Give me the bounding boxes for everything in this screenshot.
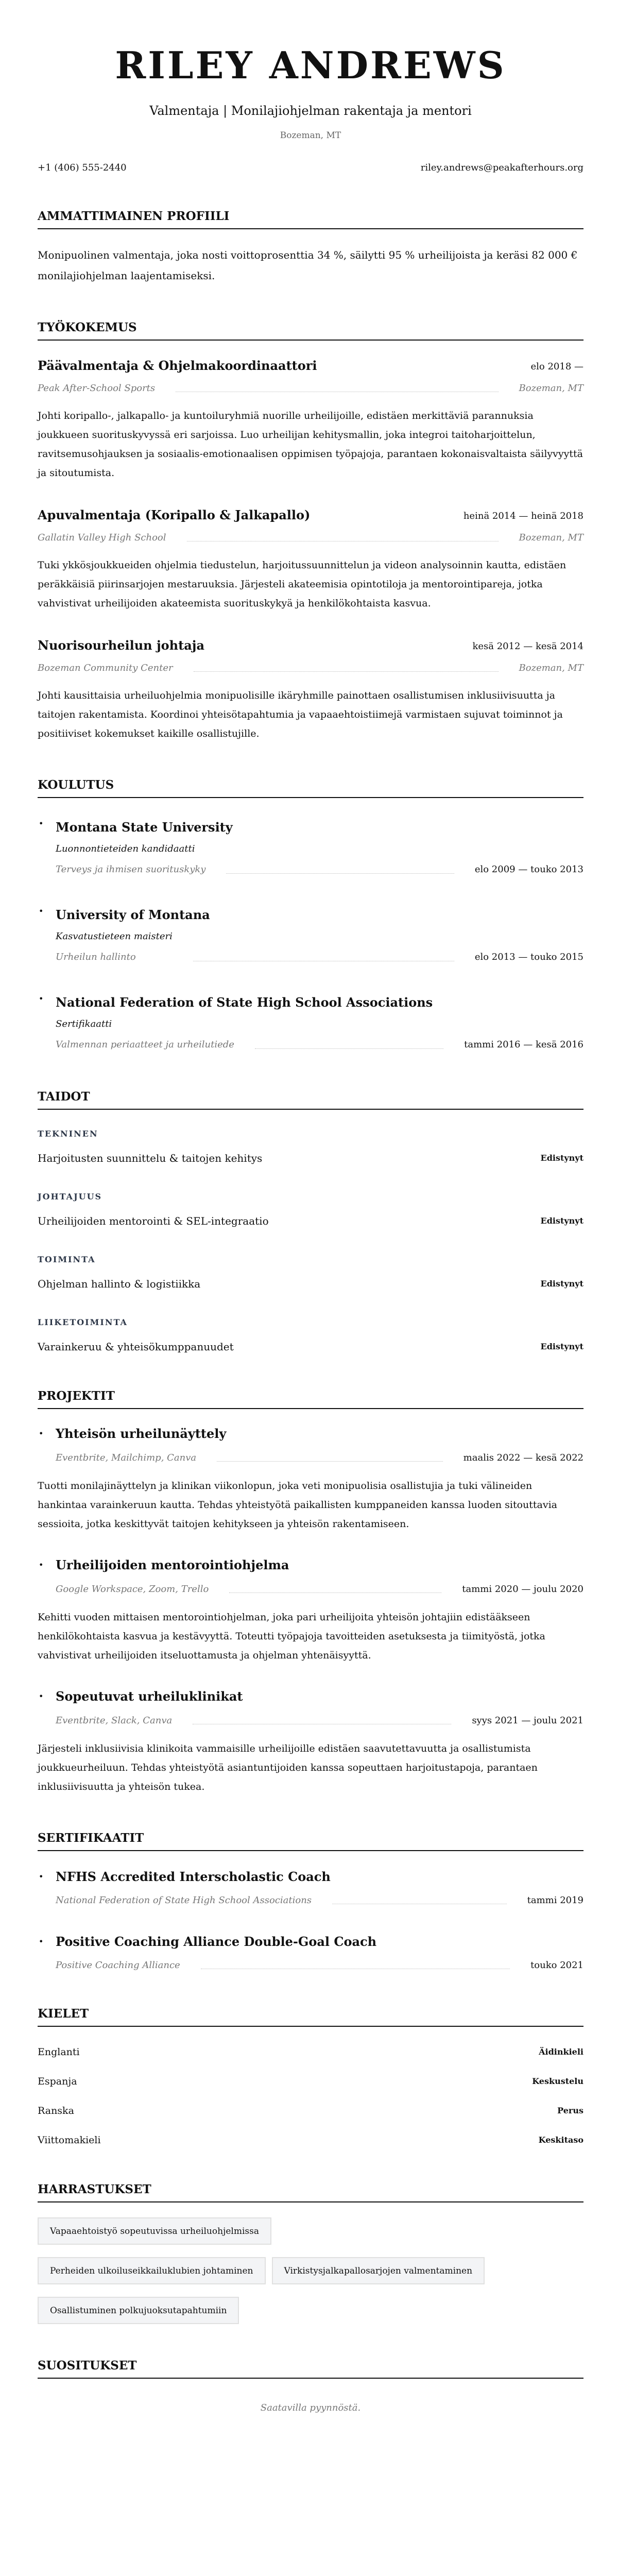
field-of-study: Terveys ja ihmisen suorituskyky: [56, 864, 206, 875]
skill-level: Edistynyt: [540, 1279, 583, 1289]
project-dates: syys 2021 — joulu 2021: [472, 1715, 583, 1726]
project-dates: tammi 2020 — joulu 2020: [462, 1584, 583, 1595]
education-dates: elo 2013 — touko 2015: [474, 952, 583, 962]
phone-number: +1 (406) 555-2440: [38, 162, 127, 173]
job-title: Apuvalmentaja (Koripallo & Jalkapallo): [38, 507, 311, 522]
degree-lines: [56, 1014, 234, 1055]
project-description: Järjesteli inklusiivisia klinikoita vammaisille urheilijoille edistäen saavutettavuutta ja osallistumista joukkueurheiluun. Tehdas yhteistyötä asiantuntijoiden kanssa sopeuttaen harjoitustapoja, parantaen inklusiivisuutta ja yhteisön tukea.: [38, 1743, 538, 1792]
skill-row: [38, 1339, 583, 1354]
skill-category: LIIKETOIMINTA: [38, 1317, 128, 1327]
profile-summary: Monipuolinen valmentaja, joka nosti voittoprosenttia 34 %, säilytti 95 % urheilijoista ja keräsi 82 000 € monilajiohjelman laajentamiseksi.: [38, 249, 578, 282]
skill-level: Edistynyt: [540, 1342, 583, 1351]
language-name: Englanti: [38, 2046, 80, 2058]
job-entry: [38, 358, 583, 483]
project-description: Kehitti vuoden mittaisen mentorointiohjelman, joka pari urheilijoita yhteisön johtajiin edistääkseen henkilökohtaista kasvua ja kestävyyttä. Toteutti työpajoja tavoitteiden asetuksesta ja tiimityöstä, jotka vahvistivat urheilijoiden itseluottamusta ja ohjelman yhtenäisyyttä.: [38, 1612, 545, 1661]
references-section: [38, 2358, 583, 2488]
language-level: Keskitaso: [538, 2135, 583, 2145]
education-entry: [38, 991, 583, 1055]
project-title: Urheilijoiden mentorointiohjelma: [56, 1557, 289, 1572]
section-heading: AMMATTIMAINEN PROFIILI: [38, 209, 583, 229]
project-entry: [38, 1557, 583, 1665]
skill-category: TEKNINEN: [38, 1129, 98, 1139]
resume-header: [38, 45, 583, 175]
field-of-study: Urheilun hallinto: [56, 952, 136, 962]
project-entry: [38, 1426, 583, 1534]
job-dates: heinä 2014 — heinä 2018: [463, 511, 583, 521]
bullet-icon: •: [39, 994, 44, 1004]
skill-category: TOIMINTA: [38, 1255, 96, 1264]
job-description: Johti koripallo-, jalkapallo- ja kuntoiluryhmiä nuorille urheilijoille, edistäen merkittäviä parannuksia joukkueen suorituskyvyssä eri sarjoissa. Luo urheilijan kehitysmallin, joka integroi taitoharjoittelun, ravitsemusohjauksen ja sosiaalis-emotionaalisen oppimisen työpajoja, parantaen kokonaisvaltaista säilyvyyttä ja sitoutumista.: [38, 410, 583, 479]
job-location: Bozeman, MT: [519, 532, 583, 543]
education-entry: [38, 904, 583, 968]
company-name: Peak After-School Sports: [38, 383, 156, 394]
job-dates: kesä 2012 — kesä 2014: [472, 641, 583, 652]
skill-name: Urheilijoiden mentorointi & SEL-integraatio: [38, 1215, 269, 1227]
experience-section: [38, 320, 583, 743]
job-title-row: [38, 507, 583, 523]
candidate-location: Bozeman, MT: [280, 130, 341, 141]
job-dates: elo 2018 —: [530, 361, 583, 372]
candidate-headline: Valmentaja | Monilajiohjelman rakentaja ja mentori: [149, 104, 472, 118]
bullet-icon: •: [39, 1691, 44, 1701]
project-tools: Eventbrite, Slack, Canva: [56, 1715, 173, 1726]
project-meta-row: [38, 1583, 583, 1596]
job-title-row: [38, 638, 583, 653]
school-title-row: [38, 991, 583, 1014]
degree: Luonnontieteiden kandidaatti: [56, 843, 195, 854]
certification-issuer: Positive Coaching Alliance: [56, 1960, 180, 1971]
certification-entry: [38, 1869, 583, 1907]
certification-date: touko 2021: [530, 1960, 583, 1971]
job-company-row: [38, 662, 583, 675]
interest-tags: [38, 2217, 583, 2324]
job-company-row: [38, 382, 583, 395]
dotted-leader: [194, 671, 499, 672]
job-entry: [38, 638, 583, 743]
job-title-row: [38, 358, 583, 374]
bullet-icon: •: [39, 1429, 44, 1438]
interest-tag: Osallistuminen polkujuoksutapahtumiin: [38, 2297, 239, 2324]
certification-date: tammi 2019: [527, 1895, 583, 1906]
certification-meta-row: [38, 1894, 583, 1907]
skill-name: Harjoitusten suunnittelu & taitojen kehitys: [38, 1152, 263, 1164]
project-dates: maalis 2022 — kesä 2022: [463, 1452, 583, 1463]
project-title: Yhteisön urheilunäyttely: [56, 1426, 227, 1441]
language-level: Perus: [557, 2106, 583, 2115]
skill-name: Varainkeruu & yhteisökumppanuudet: [38, 1341, 234, 1353]
interests-section: [38, 2182, 583, 2324]
school-title: National Federation of State High School Associations: [56, 995, 433, 1010]
skill-name: Ohjelman hallinto & logistiikka: [38, 1278, 201, 1290]
certification-title: NFHS Accredited Interscholastic Coach: [56, 1869, 331, 1884]
dotted-leader: [255, 1048, 443, 1049]
interest-tag: Vapaaehtoistyö sopeutuvissa urheiluohjelmissa: [38, 2217, 271, 2245]
education-section: [38, 777, 583, 1055]
project-title-row: [38, 1557, 583, 1573]
section-heading: SERTIFIKAATIT: [38, 1831, 583, 1851]
project-description: Tuotti monilajinäyttelyn ja klinikan viikonlopun, joka veti monipuolisia osallistujia ja tuki välineiden hankintaa varainkeruun kautta. Tehdas yhteistyötä paikallisten kumppaneiden kanssa luoden sitouttavia sessioita, jotka keskittyvät taitojen kehitykseen ja yhteisön rakentamiseen.: [38, 1480, 557, 1530]
interest-tag: Virkistysjalkapallosarjojen valmentaminen: [272, 2257, 485, 2284]
certifications-section: [38, 1831, 583, 1972]
resume-page: [0, 45, 618, 2488]
school-title-row: [38, 816, 583, 839]
company-name: Bozeman Community Center: [38, 663, 173, 673]
education-details: [38, 839, 583, 880]
language-row: [38, 2044, 583, 2060]
certification-title-row: [38, 1869, 583, 1885]
language-row: [38, 2132, 583, 2148]
section-heading: SUOSITUKSET: [38, 2358, 583, 2379]
language-name: Ranska: [38, 2105, 74, 2116]
section-heading: KOULUTUS: [38, 777, 583, 798]
interest-tag: Perheiden ulkoiluseikkailuklubien johtaminen: [38, 2257, 266, 2284]
job-company-row: [38, 531, 583, 545]
projects-section: [38, 1388, 583, 1797]
job-title: Päävalmentaja & Ohjelmakoordinaattori: [38, 358, 317, 373]
certification-meta-row: [38, 1959, 583, 1972]
project-entry: [38, 1689, 583, 1797]
education-dates: elo 2009 — touko 2013: [474, 864, 583, 875]
school-title: Montana State University: [56, 820, 233, 835]
job-location: Bozeman, MT: [519, 663, 583, 673]
project-tools: Google Workspace, Zoom, Trello: [56, 1584, 209, 1595]
section-heading: HARRASTUKSET: [38, 2182, 583, 2202]
dotted-leader: [226, 873, 454, 874]
section-heading: KIELET: [38, 2006, 583, 2027]
project-title: Sopeutuvat urheiluklinikat: [56, 1689, 243, 1704]
profile-section: [38, 209, 583, 286]
email-address: riley.andrews@peakafterhours.org: [420, 162, 583, 173]
skill-level: Edistynyt: [540, 1216, 583, 1226]
school-title: University of Montana: [56, 907, 210, 922]
job-location: Bozeman, MT: [519, 383, 583, 394]
certification-title-row: [38, 1934, 583, 1950]
dotted-leader: [217, 1461, 443, 1462]
education-details: [38, 926, 583, 968]
language-level: Keskustelu: [532, 2076, 583, 2086]
candidate-name: RILEY ANDREWS: [115, 43, 506, 87]
education-details: [38, 1014, 583, 1055]
language-name: Viittomakieli: [38, 2134, 101, 2146]
education-dates: tammi 2016 — kesä 2016: [464, 1039, 583, 1050]
project-meta-row: [38, 1714, 583, 1727]
bullet-icon: •: [39, 1872, 44, 1882]
languages-section: [38, 2006, 583, 2148]
field-of-study: Valmennan periaatteet ja urheilutiede: [56, 1039, 234, 1050]
job-description: Tuki ykkösjoukkueiden ohjelmia tiedustelun, harjoitussuunnittelun ja videon analysoinnin kautta, edistäen peräkkäisiä piirinsarjojen mestaruuksia. Järjesteli akateemisia opintotiloja ja mentorointipareja, jotka vahvistivat urheilijoiden akateemista suorituskykyä ja henkilökohtaista kasvua.: [38, 560, 566, 609]
skill-level: Edistynyt: [540, 1153, 583, 1163]
degree: Sertifikaatti: [56, 1019, 112, 1029]
project-title-row: [38, 1426, 583, 1442]
bullet-icon: •: [39, 906, 44, 916]
language-row: [38, 2103, 583, 2119]
language-name: Espanja: [38, 2076, 77, 2087]
dotted-leader: [229, 1592, 441, 1593]
school-title-row: [38, 904, 583, 926]
project-title-row: [38, 1689, 583, 1704]
language-level: Äidinkieli: [539, 2047, 583, 2057]
bullet-icon: •: [39, 1937, 44, 1946]
section-heading: PROJEKTIT: [38, 1388, 583, 1409]
skill-row: [38, 1276, 583, 1292]
job-title: Nuorisourheilun johtaja: [38, 638, 204, 653]
skill-row: [38, 1150, 583, 1166]
project-meta-row: [38, 1451, 583, 1465]
project-tools: Eventbrite, Mailchimp, Canva: [56, 1452, 197, 1463]
degree-lines: [56, 839, 205, 880]
job-entry: [38, 507, 583, 613]
certification-entry: [38, 1934, 583, 1972]
degree: Kasvatustieteen maisteri: [56, 931, 173, 942]
job-description: Johti kausittaisia urheiluohjelmia monipuolisille ikäryhmille painottaen osallistumisen inklusiivisuutta ja taitojen rakentamista. Koordinoi yhteisötapahtumia ja vapaaehtoistiimejä varmistaen sujuvat toiminnot ja positiiviset kokemukset kaikille osallistujille.: [38, 690, 563, 739]
skill-row: [38, 1213, 583, 1229]
references-note: Saatavilla pyynnöstä.: [260, 2402, 361, 2413]
section-heading: TYÖKOKEMUS: [38, 320, 583, 341]
skills-section: [38, 1089, 583, 1354]
bullet-icon: •: [39, 1560, 44, 1570]
certification-title: Positive Coaching Alliance Double-Goal Coach: [56, 1934, 377, 1949]
certification-issuer: National Federation of State High School Associations: [56, 1895, 312, 1906]
bullet-icon: •: [39, 819, 44, 828]
education-entry: [38, 816, 583, 880]
section-heading: TAIDOT: [38, 1089, 583, 1110]
skill-category: JOHTAJUUS: [38, 1192, 102, 1201]
company-name: Gallatin Valley High School: [38, 532, 166, 543]
degree-lines: [56, 926, 173, 968]
language-row: [38, 2074, 583, 2089]
contact-row: [38, 161, 583, 175]
